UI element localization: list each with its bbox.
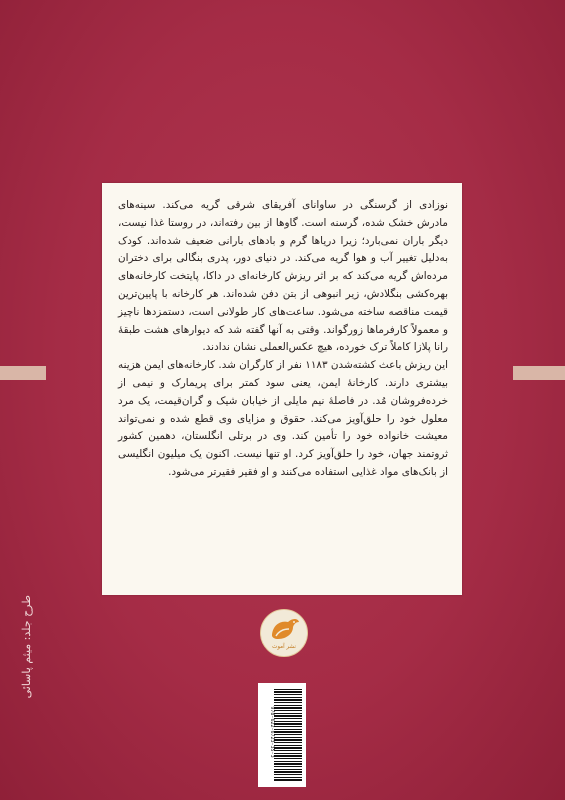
right-marker-strip	[513, 366, 565, 380]
publisher-name: نشر آموت	[272, 644, 296, 650]
blurb-paragraph-2: این ریزش باعث کشته‌شدن ۱۱۸۳ نفر از کارگران شد. کارخانه‌های ایمن هزینه بیشتری دارند. کارخانهٔ ایمن، یعنی سود کمتر برای پریمارک و نیمی از خرده‌فروشان مُد. در فاصلهٔ نیم مایلی از خیابان شیک و گران‌قیمت، یک مرد معلول خود را حلق‌آویز می‌کند. حقوق و مزایای وی قطع شده و نمی‌تواند معیشت خانواده خود را تأمین کند. وی در برتلی انگلستان، دهمین کشور ثروتمند جهان، خود را حلق‌آویز کرد. او تنها نیست. اکنون یک میلیون انگلیسی از بانک‌های مواد غذایی استفاده می‌کنند و او فقیر فقیرتر می‌شود.	[118, 359, 448, 478]
publisher-logo	[260, 609, 308, 657]
designer-signature: طرح جلد: میثم پاسائی	[20, 595, 33, 699]
blurb-paragraph-1: نوزادی از گرسنگی در ساوانای آفریقای شرقی گریه می‌کند. سینه‌های مادرش خشک شده، گرسنه است. گاوها از بین رفته‌اند، در روستا غذا نیست، دیگر باران نمی‌بارد؛ زیرا دریاها گرم و بادهای بارانی ضعیف شده‌اند. کودک به‌دلیل تغییر آب و هوا گریه می‌کند. در دنیای دور، پدری بنگالی برای دختران مرده‌اش گریه می‌کند که بر اثر ریزش کارخانه‌ای در داکا، پایتخت کارخانه‌های بهره‌کشی بنگلادش، زیر انبوهی از بتن دفن شده‌اند. هر کارخانه با پایین‌ترین قیمت مناقصه ساخته می‌شود. ساعت‌های کار طولانی است، دستمزدها ناچیز و معمولاً کارفرماها زورگواند. وقتی به آنها گفته شد که دیوارهای هشت طبقهٔ رانا پلازا کاملاً ترک خورده، هیچ عکس‌العملی نشان ندادند.	[118, 199, 448, 354]
blurb-text	[118, 197, 448, 482]
barcode-bars	[274, 689, 302, 781]
left-marker-strip	[0, 366, 46, 380]
bird-icon	[266, 614, 302, 644]
blurb-panel	[102, 183, 462, 595]
isbn-barcode	[258, 683, 306, 787]
isbn-number: 978-622-6723-35-3	[269, 706, 275, 758]
